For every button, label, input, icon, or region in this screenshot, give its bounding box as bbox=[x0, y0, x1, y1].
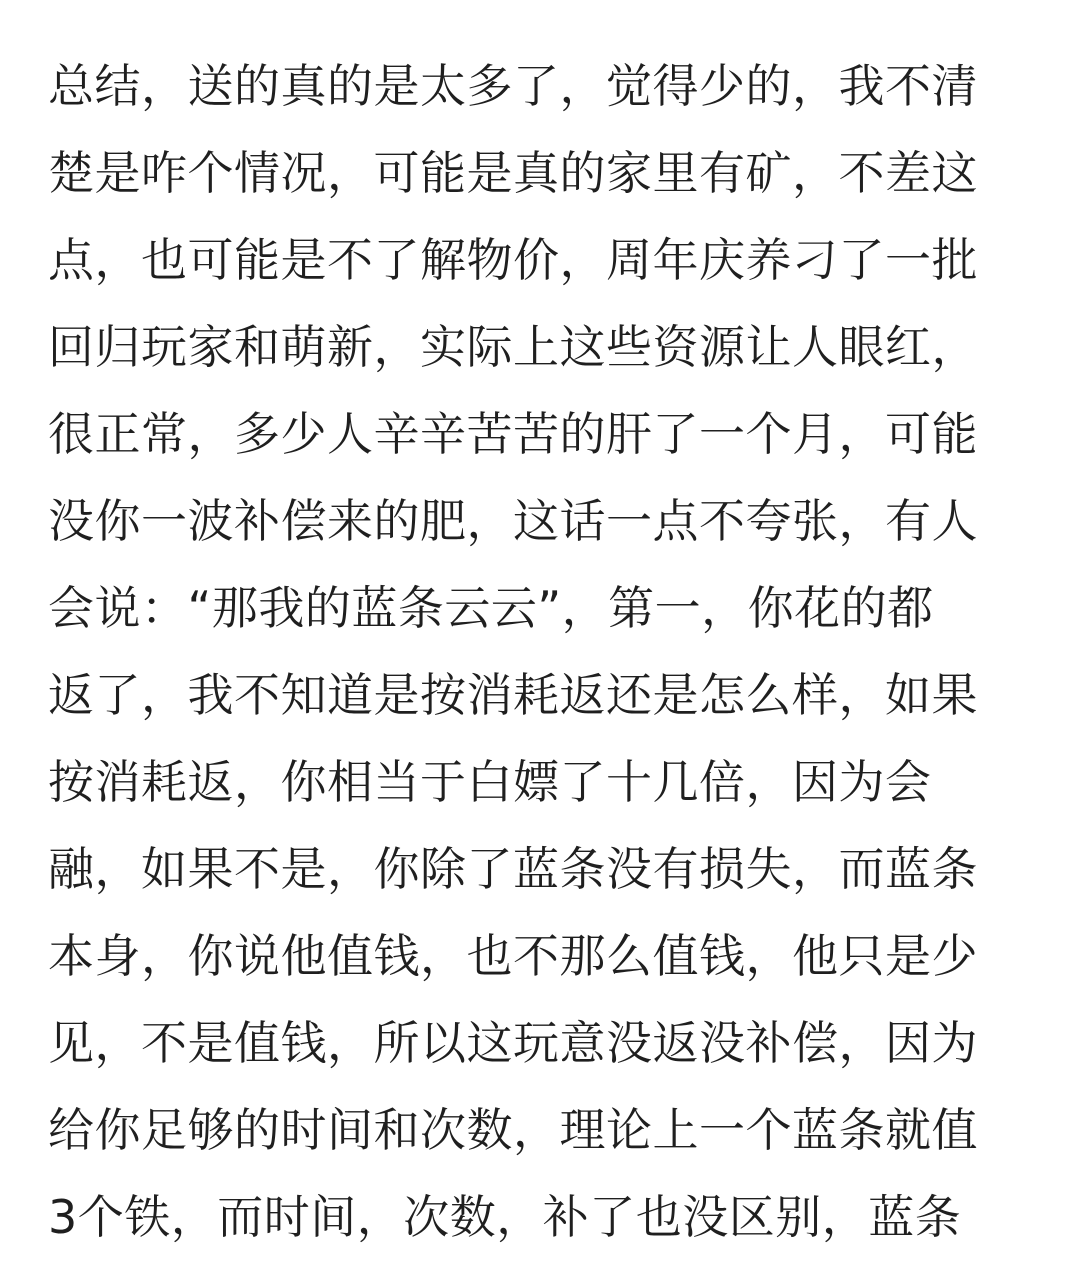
text-line: 会说：“那我的蓝条云云”，第一，你花的都 bbox=[48, 581, 934, 635]
text-line: 没你一波补偿来的肥，这话一点不夸张，有人 bbox=[48, 494, 978, 548]
text-line: 返了，我不知道是按消耗返还是怎么样，如果 bbox=[48, 668, 978, 722]
text-line: 给你足够的时间和次数，理论上一个蓝条就值 bbox=[48, 1103, 978, 1157]
text-line: 楚是咋个情况，可能是真的家里有矿，不差这 bbox=[48, 146, 978, 200]
text-line: 见，不是值钱，所以这玩意没返没补偿，因为 bbox=[48, 1016, 978, 1070]
text-line: 点，也可能是不了解物价，周年庆养刁了一批 bbox=[48, 233, 978, 287]
text-line: 很正常，多少人辛辛苦苦的肝了一个月，可能 bbox=[48, 407, 978, 461]
article-body bbox=[48, 0, 1032, 1261]
text-line: 回归玩家和萌新，实际上这些资源让人眼红， bbox=[48, 320, 978, 374]
text-line: 按消耗返，你相当于白嫖了十几倍，因为会 bbox=[48, 755, 932, 809]
text-line: 融，如果不是，你除了蓝条没有损失，而蓝条 bbox=[48, 842, 978, 896]
text-line: 总结，送的真的是太多了，觉得少的，我不清 bbox=[48, 59, 978, 113]
text-line: 3个铁，而时间，次数，补了也没区别，蓝条 bbox=[48, 1190, 962, 1244]
text-line: 本身，你说他值钱，也不那么值钱，他只是少 bbox=[48, 929, 978, 983]
